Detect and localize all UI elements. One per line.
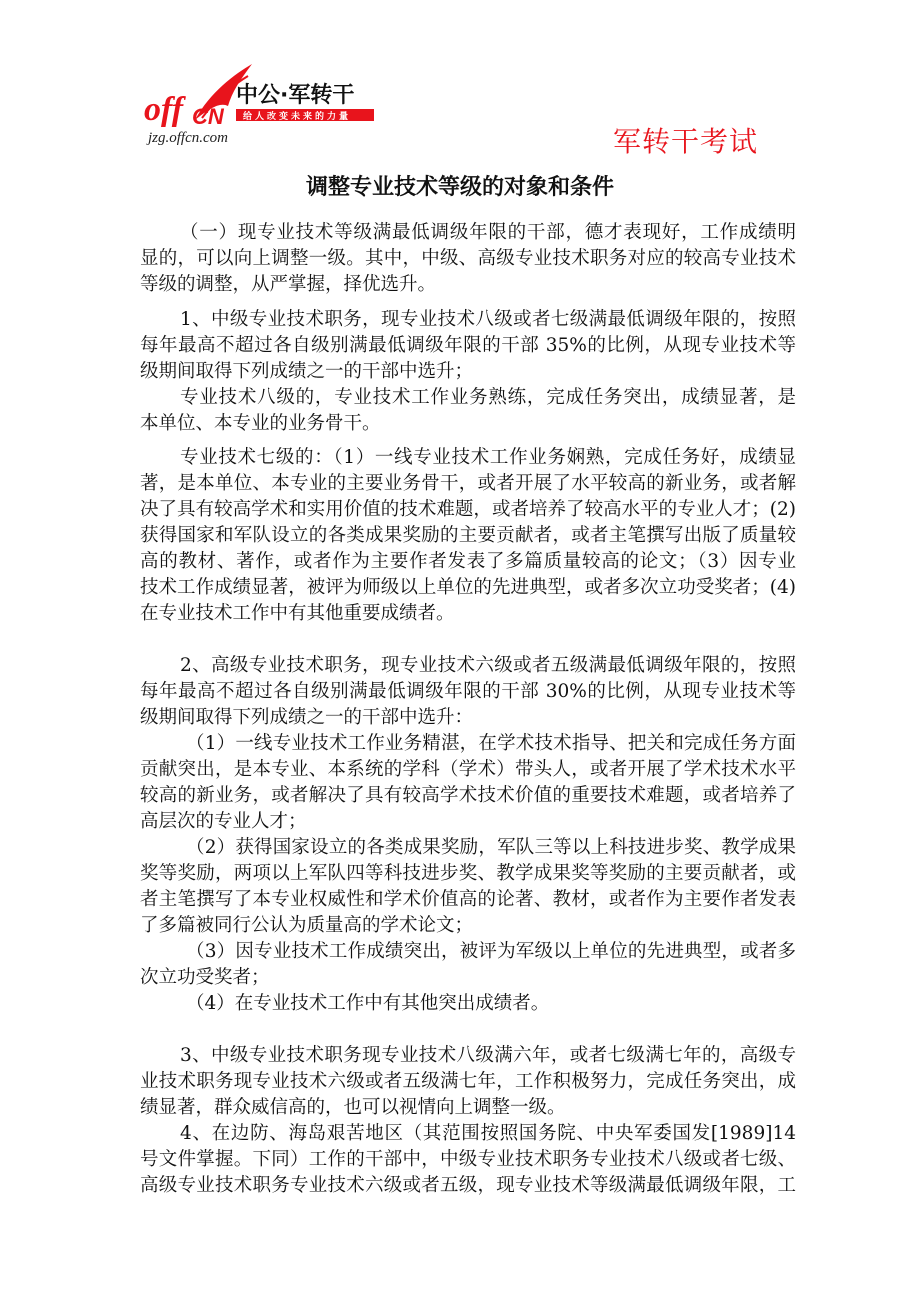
paragraph [140, 445, 796, 627]
paragraph [140, 1043, 796, 1121]
offcn-logo [140, 62, 380, 152]
paragraph [140, 835, 796, 939]
paragraph-line: 技术工作成绩显著，被评为师级以上单位的先进典型，或者多次立功受奖者；(4) [140, 577, 796, 598]
paragraph-line: 1、中级专业技术职务，现专业技术八级或者七级满最低调级年限的，按照 [180, 309, 796, 330]
paragraph-line: 级期间取得下列成绩之一的干部中选升： [140, 707, 474, 728]
paragraph-line: 高级专业技术职务专业技术六级或者五级，现专业技术等级满最低调级年限，工 [140, 1175, 796, 1196]
paragraph [140, 731, 796, 835]
paragraph-line: 者主笔撰写了本专业权威性和学术价值高的论著、教材，或者作为主要作者发表 [140, 889, 796, 910]
svg-text:jzg.offcn.com: jzg.offcn.com [148, 130, 228, 146]
paragraph-line: 每年最高不超过各自级别满最低调级年限的干部 30%的比例，从现专业技术等 [140, 681, 796, 702]
svg-text:off: off [144, 91, 184, 128]
paragraph-line: 绩显著，群众威信高的，也可以视情向上调整一级。 [140, 1097, 566, 1118]
svg-text:中公·军转干: 中公·军转干 [236, 83, 355, 108]
paragraph-line: （4）在专业技术工作中有其他突出成绩者。 [186, 993, 550, 1014]
offcn-logo-graphic [140, 62, 380, 152]
svg-text:CN: CN [192, 104, 224, 129]
paragraph-line: 次立功受奖者； [140, 967, 270, 988]
paragraph [140, 307, 796, 385]
paragraph-line: 高层次的专业人才； [140, 811, 307, 832]
paragraph-line: 专业技术八级的，专业技术工作业务熟练，完成任务突出，成绩显著，是 [180, 387, 796, 408]
paragraph-line: 业技术职务现专业技术六级或者五级满七年，工作积极努力，完成任务突出，成 [140, 1071, 796, 1092]
svg-text:给人改变未来的力量: 给人改变未来的力量 [243, 112, 352, 122]
paragraph-line: 级期间取得下列成绩之一的干部中选升； [140, 361, 474, 382]
paragraph-line: 专业技术七级的：（1）一线专业技术工作业务娴熟，完成任务好，成绩显 [180, 447, 796, 468]
paragraph-line: 等级的调整，从严掌握，择优选升。 [140, 274, 437, 295]
paragraph-line: 较高的新业务，或者解决了具有较高学术技术价值的重要技术难题，或者培养了 [140, 785, 796, 806]
paragraph-line: 著，是本单位、本专业的主要业务骨干，或者开展了水平较高的新业务，或者解 [140, 473, 796, 494]
paragraph [140, 991, 796, 1017]
paragraph-line: （3）因专业技术工作成绩突出，被评为军级以上单位的先进典型，或者多 [186, 941, 796, 962]
paragraph-line: （2）获得国家设立的各类成果奖励，军队三等以上科技进步奖、教学成果 [186, 837, 796, 858]
paragraph-line: 奖等奖励，两项以上军队四等科技进步奖、教学成果奖等奖励的主要贡献者，或 [140, 863, 796, 884]
paragraph-line: （1）一线专业技术工作业务精湛，在学术技术指导、把关和完成任务方面 [186, 733, 796, 754]
paragraph-line: （一）现专业技术等级满最低调级年限的干部，德才表现好，工作成绩明 [180, 222, 796, 243]
paragraph [140, 1121, 796, 1199]
paragraph-line: 了多篇被同行公认为质量高的学术论文； [140, 915, 474, 936]
paragraph-line: 本单位、本专业的业务骨干。 [140, 413, 381, 434]
paragraph-line: 每年最高不超过各自级别满最低调级年限的干部 35%的比例，从现专业技术等 [140, 335, 796, 356]
document-title: 调整专业技术等级的对象和条件 [305, 175, 614, 200]
paragraph-line: 4、在边防、海岛艰苦地区（其范围按照国务院、中央军委国发[1989]14 [180, 1123, 796, 1144]
paragraph [140, 220, 796, 298]
paragraph-line: 在专业技术工作中有其他重要成绩者。 [140, 603, 455, 624]
paragraph [140, 939, 796, 991]
exam-tag: 军转干考试 [613, 125, 759, 158]
paragraph-line: 决了具有较高学术和实用价值的技术难题，或者培养了较高水平的专业人才；(2) [140, 499, 796, 520]
paragraph-line: 高的教材、著作，或者作为主要作者发表了多篇质量较高的论文；（3）因专业 [140, 551, 796, 572]
paragraph-line: 3、中级专业技术职务现专业技术八级满六年，或者七级满七年的，高级专 [180, 1045, 796, 1066]
paragraph-line: 获得国家和军队设立的各类成果奖励的主要贡献者，或者主笔撰写出版了质量较 [140, 525, 796, 546]
paragraph-line: 显的，可以向上调整一级。其中，中级、高级专业技术职务对应的较高专业技术 [140, 248, 796, 269]
paragraph-line: 2、高级专业技术职务，现专业技术六级或者五级满最低调级年限的，按照 [180, 655, 796, 676]
paragraph [140, 653, 796, 731]
paragraph [140, 385, 796, 437]
paragraph-line: 号文件掌握。下同）工作的干部中，中级专业技术职务专业技术八级或者七级、 [140, 1149, 796, 1170]
paragraph-line: 贡献突出，是本专业、本系统的学科（学术）带头人，或者开展了学术技术水平 [140, 759, 796, 780]
